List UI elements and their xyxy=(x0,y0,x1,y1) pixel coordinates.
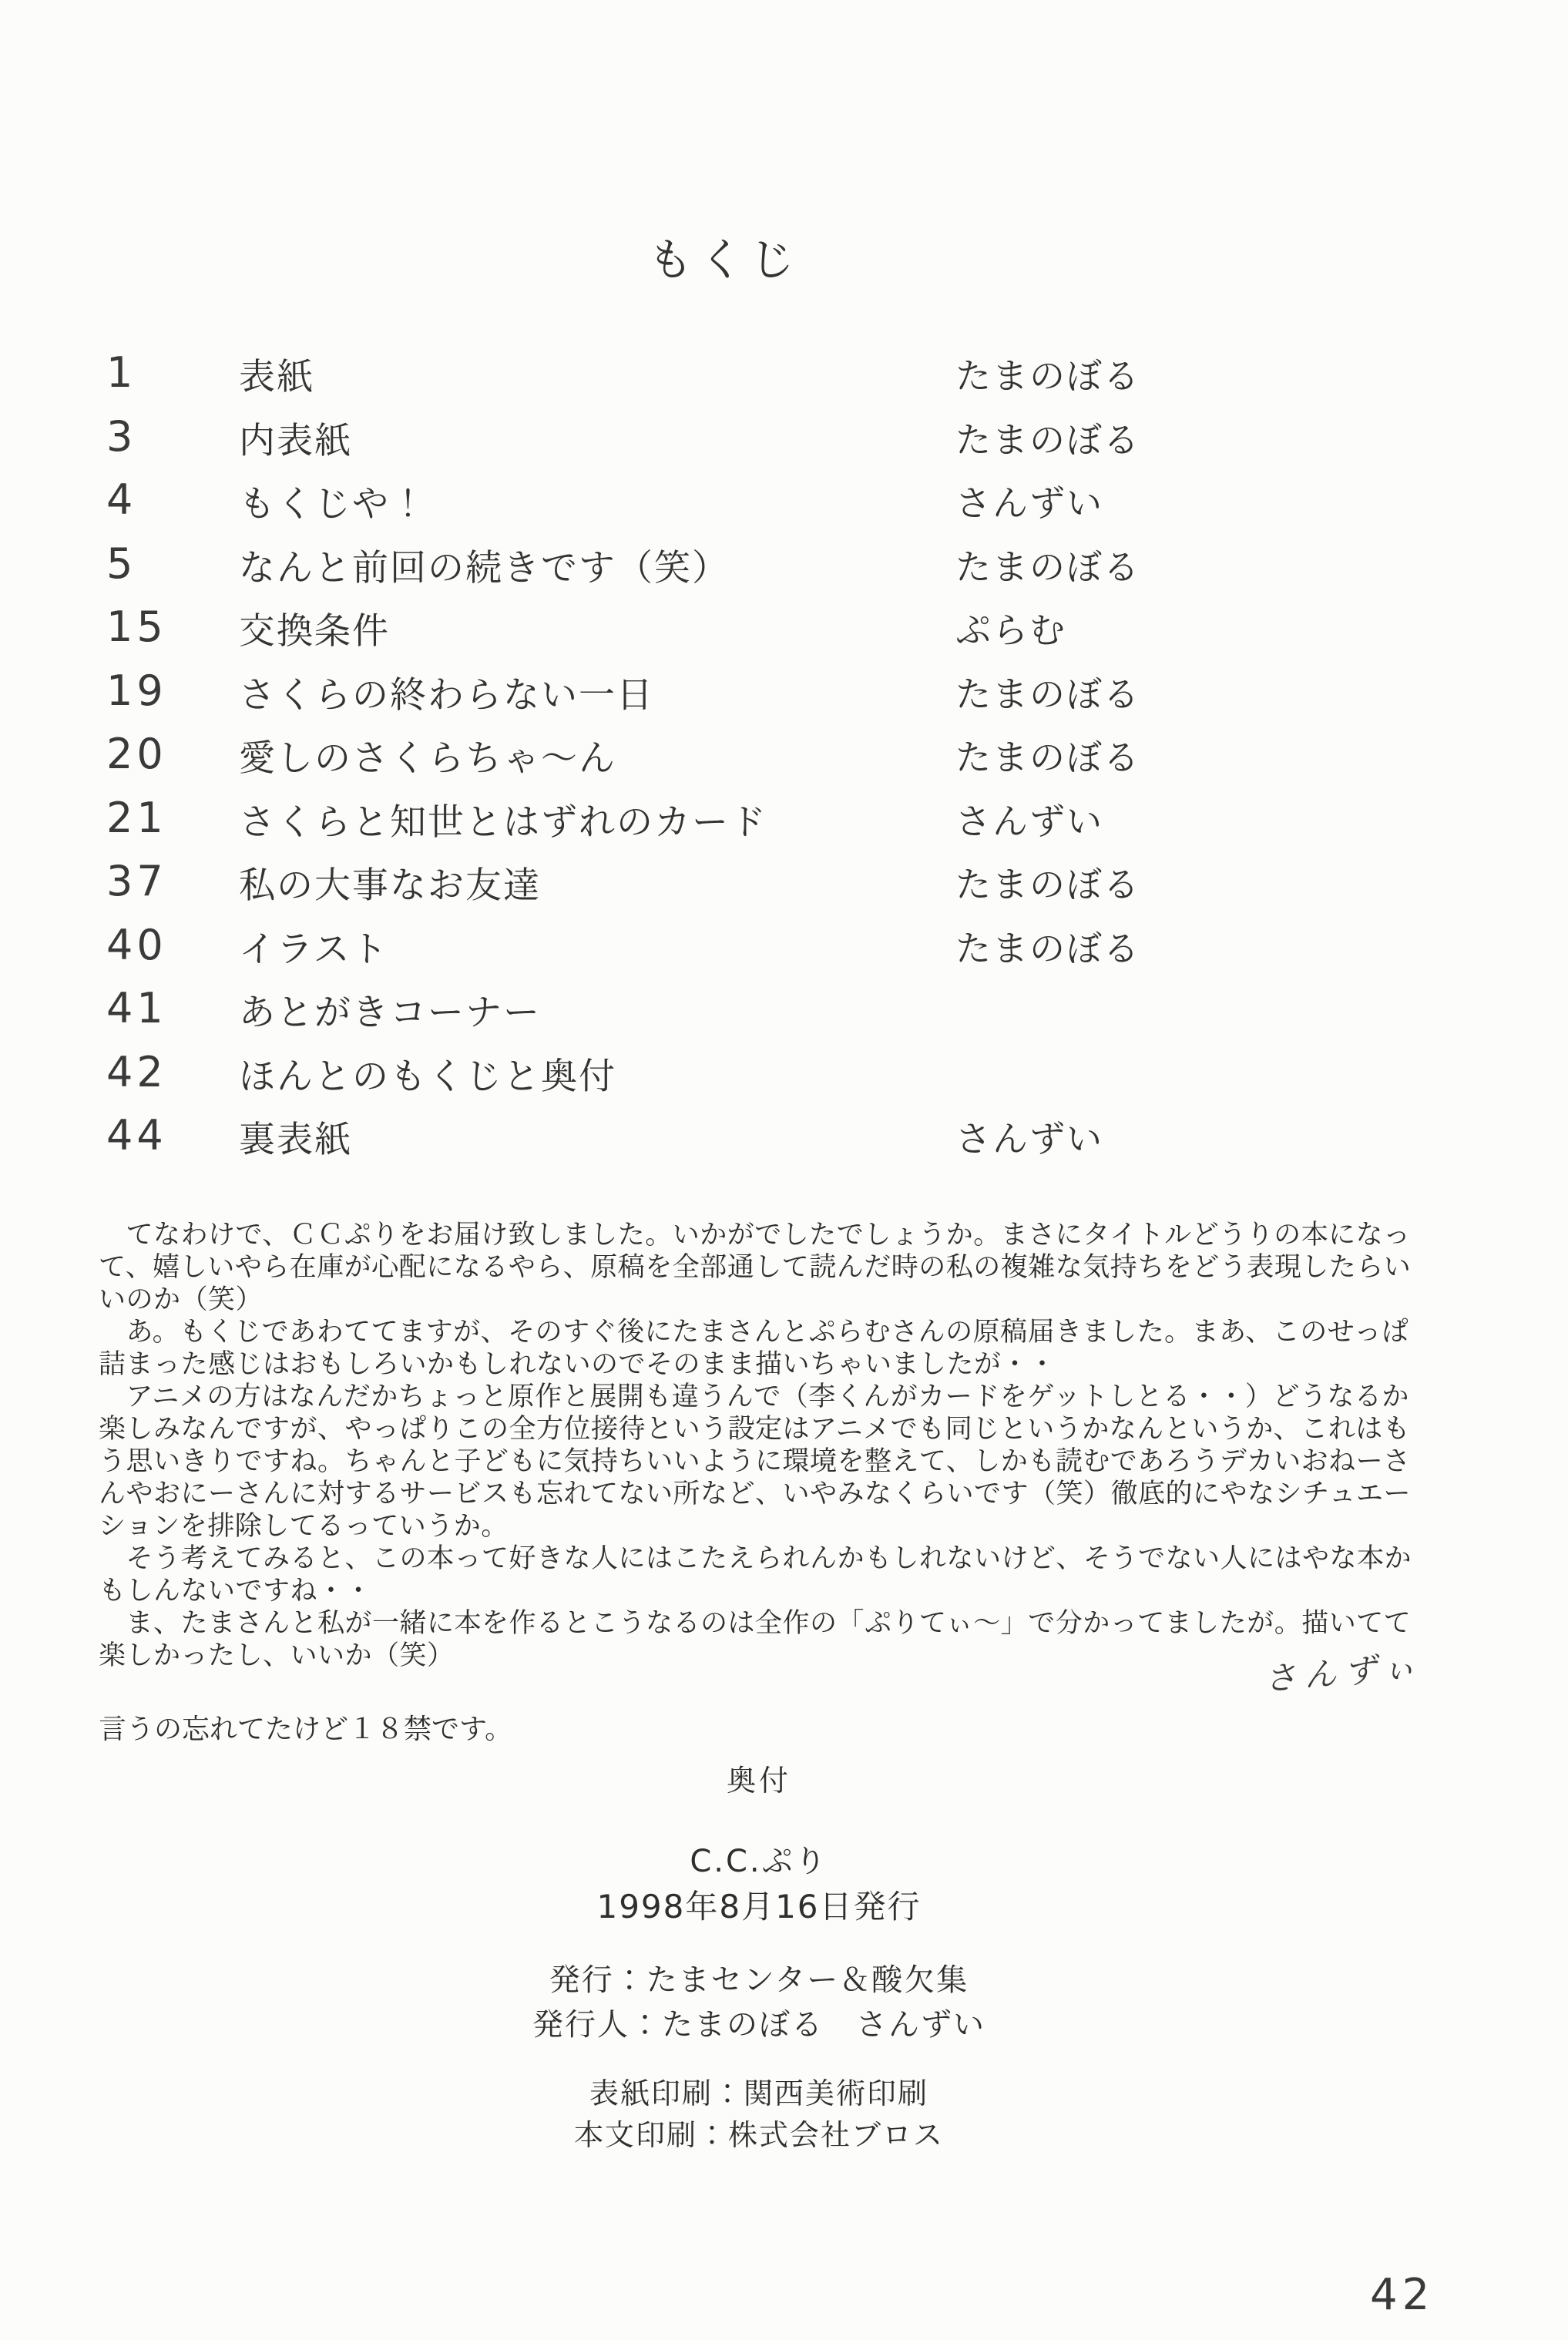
toc-row xyxy=(106,1048,1501,1112)
toc-row xyxy=(106,1111,1501,1175)
handwritten-signature: さんずぃ xyxy=(1262,1647,1425,1698)
toc-entry-title: 愛しのさくらちゃ～ん xyxy=(239,737,616,780)
toc-entry-author: たまのぼる xyxy=(955,673,1140,715)
toc-entry-title: イラスト xyxy=(239,928,389,971)
afterword-line: ションを排除してるっていうか。 xyxy=(99,1511,509,1542)
toc-entry-title: ほんとのもくじと奥付 xyxy=(239,1055,616,1098)
toc-entry-author: たまのぼる xyxy=(955,418,1140,461)
colophon-publisher: 発行：たまセンター＆酸欠集 xyxy=(549,1962,969,1998)
toc-page-number: 5 xyxy=(106,539,137,588)
afterword-line: アニメの方はなんだかちょっと原作と展開も違うんで（李くんがカードをゲットしとる・・）どうなるか xyxy=(99,1382,1409,1412)
toc-entry-title: なんと前回の続きです（笑） xyxy=(239,546,730,589)
toc-page-number: 19 xyxy=(106,666,167,715)
page-title: もくじ xyxy=(647,233,801,286)
toc-page-number: 37 xyxy=(106,857,167,905)
toc-row xyxy=(106,984,1501,1048)
page-number: 42 xyxy=(1370,2270,1435,2320)
toc-entry-title: 表紙 xyxy=(239,356,314,398)
afterword-line: 楽しみなんですが、やっぱりこの全方位接待という設定はアニメでも同じというかなんというか、これはも xyxy=(99,1414,1411,1445)
afterword-line: う思いきりですね。ちゃんと子どもに気持ちいいように環境を整えて、しかも読むであろうデカいおねーさ xyxy=(99,1446,1411,1477)
toc-entry-author: さんずい xyxy=(955,1118,1103,1160)
toc-page-number: 15 xyxy=(106,603,167,651)
toc-entry-author: さんずい xyxy=(955,800,1103,842)
toc-row xyxy=(106,348,1501,412)
toc-page-number: 44 xyxy=(106,1111,167,1160)
toc-page-number: 41 xyxy=(106,984,167,1032)
afterword-line: いのか（笑） xyxy=(99,1284,264,1315)
toc-row xyxy=(106,475,1501,539)
afterword-line: もしんないですね・・ xyxy=(99,1576,373,1606)
toc-entry-title: 内表紙 xyxy=(239,419,352,462)
toc-entry-author: たまのぼる xyxy=(955,546,1140,588)
toc-row xyxy=(106,921,1501,985)
toc-entry-title: 私の大事なお友達 xyxy=(239,864,541,907)
afterword-line: 詰まった感じはおもしろいかもしれないのでそのまま描いちゃいましたが・・ xyxy=(99,1349,1056,1380)
toc-entry-title: さくらと知世とはずれのカード xyxy=(239,801,767,844)
toc-page-number: 3 xyxy=(106,411,137,461)
toc-entry-author: ぷらむ xyxy=(955,609,1066,651)
colophon-publish-date: 1998年8月16日発行 xyxy=(596,1888,922,1925)
toc-entry-title: もくじや！ xyxy=(239,483,428,525)
age-warning: 言うの忘れてたけど１８禁です。 xyxy=(99,1714,513,1745)
colophon-book-title: C.C.ぷり xyxy=(690,1844,828,1879)
toc-entry-title: あとがきコーナー xyxy=(239,992,541,1034)
colophon-publisher-people: 発行人：たまのぼる さんずい xyxy=(532,2007,985,2043)
toc-row xyxy=(106,857,1501,921)
toc-entry-title: さくらの終わらない一日 xyxy=(239,673,654,717)
table-of-contents xyxy=(106,348,1501,1175)
afterword-line: あ。もくじであわててますが、そのすぐ後にたまさんとぷらむさんの原稿届きました。まあ、このせっぱ xyxy=(99,1317,1409,1348)
toc-entry-author: たまのぼる xyxy=(955,927,1140,969)
toc-row xyxy=(106,539,1501,603)
colophon-body-printing: 本文印刷：株式会社ブロス xyxy=(573,2118,944,2152)
toc-row xyxy=(106,412,1501,476)
afterword-line: んやおにーさんに対するサービスも忘れてない所など、いやみなくらいです（笑）徹底的にやなシチュエー xyxy=(99,1479,1411,1509)
afterword-line: てなわけで、ＣＣぷりをお届け致しました。いかがでしたでしょうか。まさにタイトルどうりの本になっ xyxy=(99,1220,1411,1251)
toc-page-number: 4 xyxy=(106,475,137,524)
afterword-line: そう考えてみると、この本って好きな人にはこたえられんかもしれないけど、そうでない人にはやな本か xyxy=(99,1543,1412,1574)
afterword-line: て、嬉しいやら在庫が心配になるやら、原稿を全部通して読んだ時の私の複雑な気持ちをどう表現したらい xyxy=(99,1252,1412,1283)
toc-entry-title: 交換条件 xyxy=(239,610,390,653)
toc-page-number: 42 xyxy=(106,1047,167,1096)
toc-page-number: 20 xyxy=(106,730,167,778)
toc-entry-author: さんずい xyxy=(955,482,1103,524)
toc-page-number: 21 xyxy=(106,793,167,842)
afterword-text xyxy=(99,1219,1497,1672)
afterword-line: ま、たまさんと私が一緒に本を作るとこうなるのは全作の「ぷりてぃ～」で分かってましたが。描いてて xyxy=(99,1608,1412,1639)
toc-row xyxy=(106,603,1501,666)
toc-row xyxy=(106,666,1501,730)
colophon-cover-printing: 表紙印刷：関西美術印刷 xyxy=(589,2076,928,2110)
toc-entry-author: たまのぼる xyxy=(955,737,1140,778)
toc-row xyxy=(106,730,1501,794)
colophon-heading: 奥付 xyxy=(726,1764,791,1798)
toc-page-number: 40 xyxy=(106,920,167,969)
toc-entry-author: たまのぼる xyxy=(955,864,1140,905)
afterword-line: 楽しかったし、いいか（笑） xyxy=(99,1640,455,1671)
toc-entry-title: 裏表紙 xyxy=(239,1119,352,1161)
toc-page-number: 1 xyxy=(106,348,137,397)
toc-row xyxy=(106,794,1501,858)
toc-entry-author: たまのぼる xyxy=(955,355,1140,397)
